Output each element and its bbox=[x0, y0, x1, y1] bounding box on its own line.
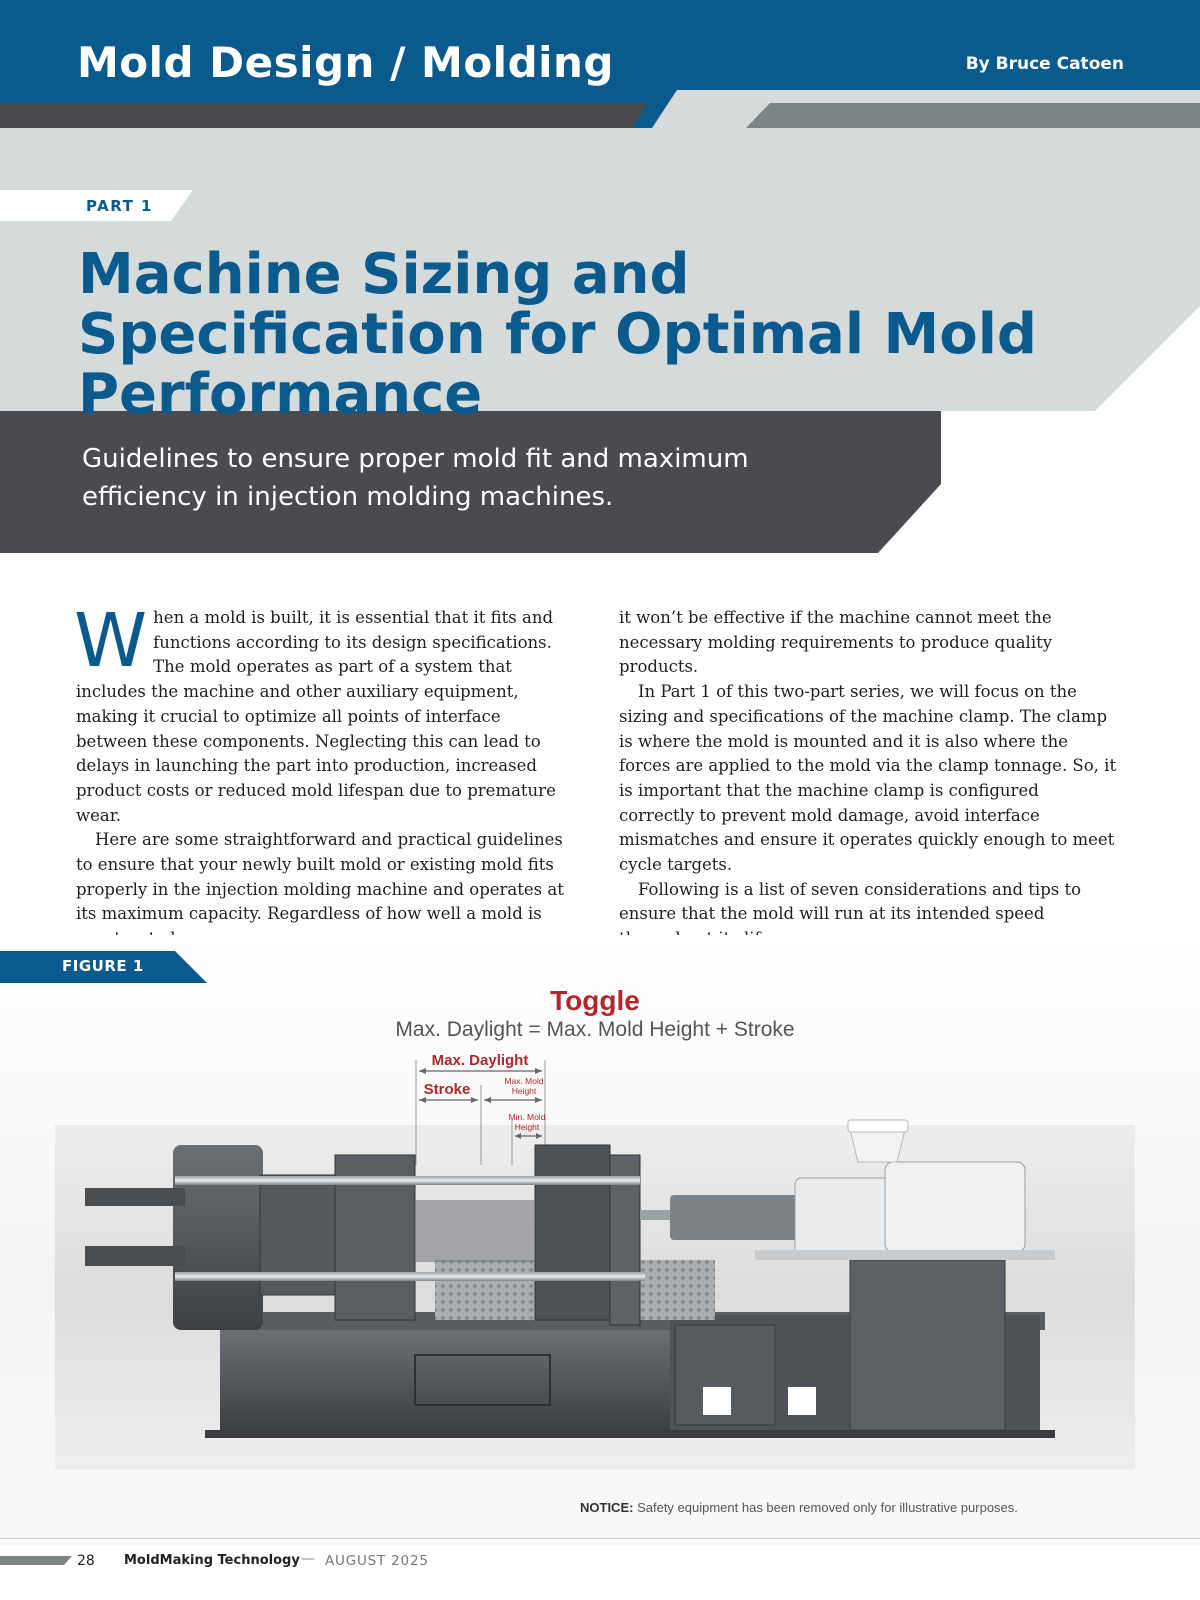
figure-formula: Max. Daylight = Max. Mold Height + Stroke bbox=[395, 1018, 795, 1041]
figure-notice bbox=[580, 1500, 1018, 1515]
magazine-name: MoldMaking Technology bbox=[124, 1553, 300, 1568]
footer-rule bbox=[0, 1538, 1200, 1539]
notice-label: NOTICE: bbox=[580, 1500, 634, 1515]
author-byline: By Bruce Catoen bbox=[965, 54, 1124, 74]
body-paragraph bbox=[74, 598, 576, 828]
notice-text: Safety equipment has been removed only for illustrative purposes. bbox=[637, 1500, 1018, 1515]
injection-molding-machine-illustration bbox=[55, 1050, 1135, 1500]
footer-accent-bar bbox=[0, 1556, 72, 1565]
figure-title: Toggle bbox=[550, 985, 640, 1016]
page-number: 28 bbox=[77, 1553, 95, 1569]
max-mold-height-label: Max. Mold bbox=[504, 1076, 544, 1086]
body-paragraph: Following is a list of seven considerations and tips to ensure that the mold will run at its intended speed bbox=[619, 879, 1082, 924]
article-deck: Guidelines to ensure proper mold fit and maximum efficiency in injection molding machines. bbox=[82, 444, 749, 512]
body-paragraph: In Part 1 of this two-part series, we will focus on the sizing and specifications of the machine clamp. The clamp is where the mold is mounted and it is also where the forces are applied to the mold via the clamp tonnage. So, it is important that the machine clamp is configured correctly to prevent mold damage, avoid interface mismatches and ensure it operates quickly enough to meet cycle targets. bbox=[619, 682, 1117, 875]
body-paragraph: Here are some straightforward and practical guidelines to ensure that your newly built mold or existing mold fits properly in the injection molding machine and operates at its maximum capacity. Regardless of how well a mold is bbox=[76, 830, 564, 924]
section-title: Mold Design / Molding bbox=[77, 38, 614, 87]
part-label: PART 1 bbox=[86, 197, 153, 215]
min-mold-height-label-2: Height bbox=[514, 1122, 540, 1132]
article-headline: Machine Sizing and Specification for Optimal Mold Performance bbox=[78, 242, 1037, 427]
footer-separator: — bbox=[301, 1551, 315, 1567]
paragraph-text: hen a mold is built, it is essential that it fits and functions according to its design specifications. The mold operates as part of a system that includes the machine and other auxiliary equipment, making it crucial to optimize all points of interface between these components. Neglecting this can lead to delays in launching the part into production, increased product costs or reduced mold lifespan due to premature wear. bbox=[76, 608, 556, 825]
body-column-right bbox=[619, 606, 1119, 952]
body-column-left bbox=[74, 598, 576, 952]
stroke-label: Stroke bbox=[423, 1081, 471, 1098]
min-mold-height-label: Min. Mold bbox=[508, 1112, 546, 1122]
figure-label: FIGURE 1 bbox=[62, 957, 144, 975]
max-daylight-label: Max. Daylight bbox=[431, 1052, 529, 1069]
body-paragraph: it won’t be effective if the machine cannot meet the necessary molding requirements to produce quality products. bbox=[619, 608, 1053, 677]
max-mold-height-label-2: Height bbox=[511, 1086, 537, 1096]
drop-cap: W bbox=[74, 598, 148, 684]
issue-date: AUGUST 2025 bbox=[325, 1553, 429, 1569]
